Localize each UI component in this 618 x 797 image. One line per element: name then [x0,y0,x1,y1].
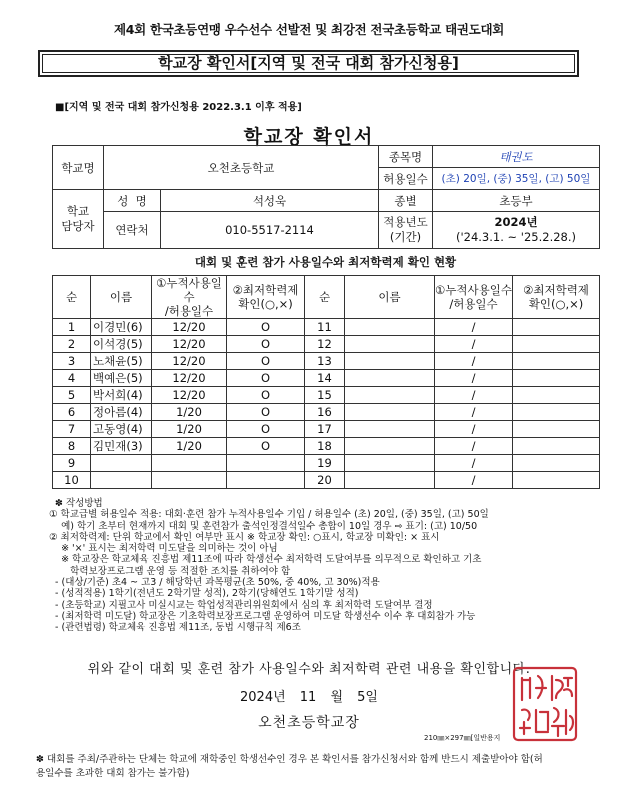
school-name-value: 오천초등학교 [104,146,379,190]
student-name [345,370,435,387]
row-number: 4 [53,370,91,387]
student-name: 이경민(6) [91,319,152,336]
used-days: 12/20 [152,370,227,387]
stats-title: 대회 및 훈련 참가 사용일수와 최저학력제 확인 현황 [194,255,457,269]
used-days: 1/20 [152,404,227,421]
row-number: 12 [305,336,345,353]
student-name [345,387,435,404]
used-days: 12/20 [152,387,227,404]
instruction-line: ② 최저학력제: 단위 학교에서 확인 여부만 표시 ※ 학교장 확인: ○표시, 학교장 미확인: × 표시 [49,531,440,543]
col-check-header: ②최저학력제 확인(○,×) [227,276,305,319]
student-name: 고동영(4) [91,421,152,438]
contact-label: 연락처 [104,212,161,249]
manager-name-label: 성 명 [104,190,161,212]
used-days: 12/20 [152,353,227,370]
min-achievement-check [513,455,600,472]
student-name [345,455,435,472]
min-achievement-check [513,319,600,336]
row-number: 9 [53,455,91,472]
student-name: 백예은(5) [91,370,152,387]
row-number: 8 [53,438,91,455]
min-achievement-check: O [227,438,305,455]
student-name: 이석경(5) [91,336,152,353]
instruction-line: - (초등학교) 지필고사 미실시교는 학업성적관리위원회에서 심의 후 최저학력 도달여부 결정 [49,599,433,611]
form-title: 학교장 확인서[지역 및 전국 대회 참가신청용] [38,50,579,77]
form-note: ■[지역 및 전국 대회 참가신청용 2022.3.1 이후 적용] [55,102,302,113]
school-name-label: 학교명 [53,146,104,190]
col-days-header: ①누적사용일수 /허용일수 [152,276,227,319]
stats-row [53,472,600,489]
used-days: / [435,472,513,489]
stats-row [53,336,600,353]
used-days: 1/20 [152,421,227,438]
student-name [91,472,152,489]
student-name [91,455,152,472]
sport-label: 종목명 [379,146,433,168]
row-number: 11 [305,319,345,336]
row-number: 13 [305,353,345,370]
year-value: 2024년 [494,215,538,229]
paper-size-label: 210㎜×297㎜[일반용지 [424,734,501,742]
school-info-table [52,145,600,249]
row-number: 2 [53,336,91,353]
student-name: 박서희(4) [91,387,152,404]
used-days: 12/20 [152,336,227,353]
row-number: 14 [305,370,345,387]
instruction-line: ① 학교급별 허용일수 적용: 대회·훈련 참가 누적사용일수 기입 / 허용일수 (초) 20일, (중) 35일, (고) 50일 [49,509,489,521]
min-achievement-check [513,387,600,404]
row-number: 19 [305,455,345,472]
row-number: 1 [53,319,91,336]
min-achievement-check [513,421,600,438]
document-title: 학교장 확인서 [243,126,375,148]
student-name: 김민재(3) [91,438,152,455]
student-name [345,472,435,489]
student-name [345,404,435,421]
row-number: 17 [305,421,345,438]
col-check-header: ②최저학력제 확인(○,×) [513,276,600,319]
used-days: / [435,455,513,472]
row-number: 18 [305,438,345,455]
row-number: 3 [53,353,91,370]
instructions-heading: ✽ 작성방법 [55,498,103,509]
col-no-header: 순 [305,276,345,319]
contact-value: 010-5517-2114 [161,212,379,249]
event-title: 제4회 한국초등연맹 우수선수 선발전 및 최강전 전국초등학교 태권도대회 [113,22,504,37]
used-days: / [435,387,513,404]
min-achievement-check: O [227,336,305,353]
year-label: 적용년도 (기간) [379,212,433,249]
used-days [152,472,227,489]
used-days: / [435,336,513,353]
category-value: 초등부 [433,190,600,212]
min-achievement-check [513,370,600,387]
student-name: 정아름(4) [91,404,152,421]
min-achievement-check [513,404,600,421]
student-name [345,421,435,438]
col-name-header: 이름 [345,276,435,319]
stats-header-row [53,276,600,319]
used-days: / [435,319,513,336]
instruction-line: 학력보장프로그램 운영 등 적절한 조치를 취하여야 함 [49,565,291,577]
stats-row [53,319,600,336]
stats-row [53,353,600,370]
col-days-header: ①누적사용일수 /허용일수 [435,276,513,319]
student-name [345,319,435,336]
min-achievement-check: O [227,387,305,404]
instruction-line: ※ '×' 표시는 최저학력 미도달을 의미하는 것이 아님 [49,543,278,555]
confirmation-statement: 위와 같이 대회 및 훈련 참가 사용일수와 최저학력 관련 내용을 확인합니다. [87,662,531,677]
col-no-header: 순 [53,276,91,319]
manager-name-value: 석성욱 [161,190,379,212]
row-number: 7 [53,421,91,438]
instruction-line: 예) 학기 초부터 현재까지 대회 및 훈련참가 출석인정결석일수 총합이 10일 경우 ⇨ 표기: (고) 10/50 [49,520,478,532]
student-name [345,336,435,353]
min-achievement-check [227,455,305,472]
instruction-line: - (성적적용) 1학기(전년도 2학기말 성적), 2학기(당해연도 1학기말 성적) [49,588,359,600]
stats-row [53,370,600,387]
year-cell [433,212,600,249]
stats-row [53,421,600,438]
instruction-line: - (최저학력 미도달) 학교장은 기초학력보장프로그램 운영하여 미도달 학생선수 이수 후 대회참가 가능 [49,610,476,622]
min-achievement-check [227,472,305,489]
confirmation-date: 2024년 11 월 5일 [240,690,378,705]
used-days: 12/20 [152,319,227,336]
footer-note: ✽ 대회를 주최/주관하는 단체는 학교에 재학중인 학생선수인 경우 본 확인서를 참가신청서와 함께 반드시 제출받아야 함(허 용일수를 초과한 대회 참가는 불가함) [36,754,543,779]
student-name [345,438,435,455]
row-number: 5 [53,387,91,404]
instructions-lines [49,509,609,633]
period-value: ('24.3.1. ~ '25.2.28.) [455,230,577,244]
min-achievement-check [513,336,600,353]
min-achievement-check: O [227,319,305,336]
stats-row [53,455,600,472]
instruction-line: - (대상/기준) 초4 ~ 고3 / 해당학년 과목평균(초 50%, 중 40%, 고 30%)적용 [49,577,380,589]
stats-table [52,275,600,489]
school-seal-stamp [512,666,578,742]
principal-signature-name: 오천초등학교장 [258,715,360,731]
row-number: 15 [305,387,345,404]
used-days: / [435,353,513,370]
row-number: 20 [305,472,345,489]
used-days [152,455,227,472]
category-label: 종별 [379,190,433,212]
min-achievement-check [513,438,600,455]
min-achievement-check: O [227,370,305,387]
student-name: 노채윤(5) [91,353,152,370]
stats-row [53,438,600,455]
sport-value: 태권도 [433,146,600,168]
row-number: 10 [53,472,91,489]
used-days: 1/20 [152,438,227,455]
allowed-days-label: 허용일수 [379,168,433,190]
min-achievement-check: O [227,404,305,421]
used-days: / [435,404,513,421]
row-number: 6 [53,404,91,421]
instruction-line: - (관련법령) 학교체육 진흥법 제11조, 동법 시행규칙 제6조 [49,622,301,634]
stats-row [53,404,600,421]
stats-row [53,387,600,404]
instruction-line: ※ 학교장은 학교체육 진흥법 제11조에 따라 학생선수 최저학력 도달여부를 의무적으로 확인하고 기초 [49,554,482,566]
col-name-header: 이름 [91,276,152,319]
used-days: / [435,370,513,387]
manager-label: 학교 담당자 [53,190,104,249]
min-achievement-check [513,353,600,370]
min-achievement-check: O [227,353,305,370]
used-days: / [435,421,513,438]
used-days: / [435,438,513,455]
allowed-days-value: (초) 20일, (중) 35일, (고) 50일 [433,168,600,190]
min-achievement-check [513,472,600,489]
min-achievement-check: O [227,421,305,438]
row-number: 16 [305,404,345,421]
instructions [49,498,609,634]
student-name [345,353,435,370]
